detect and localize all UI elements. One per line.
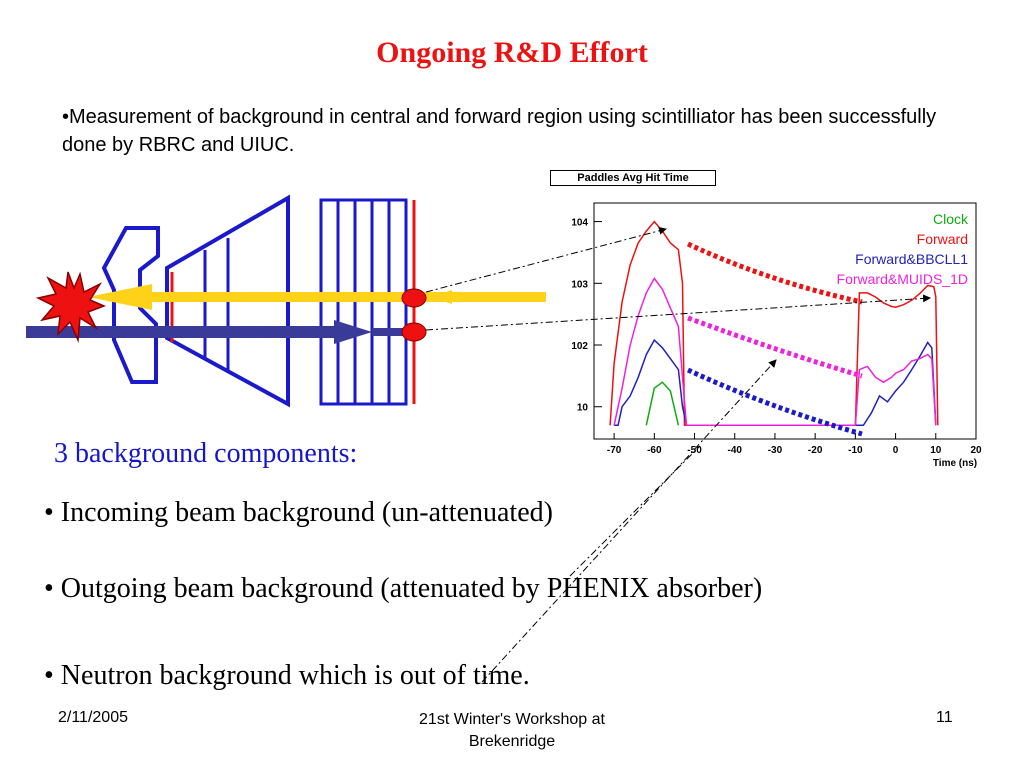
x-tick-label: -10: [848, 445, 863, 456]
plot-title: Paddles Avg Hit Time: [550, 170, 716, 186]
bullet-outgoing: • Outgoing beam background (attenuated by PHENIX absorber): [44, 573, 763, 604]
detector-hit-upper: [402, 289, 426, 307]
incoming-beam-blue-arrowhead: [334, 320, 372, 344]
footer-date: 2/11/2005: [58, 709, 128, 726]
legend-clock: Clock: [932, 211, 968, 227]
x-tick-label: 20: [970, 445, 982, 456]
x-tick-label: -70: [606, 445, 622, 456]
legend-forward: Forward: [916, 231, 968, 247]
footer-event: 21st Winter's Workshop at Brekenridge: [419, 711, 605, 750]
x-tick-label: -60: [647, 445, 662, 456]
pointer-neutron-2: [570, 446, 700, 576]
y-tick-label: 104: [571, 217, 588, 229]
x-tick-label: 0: [892, 445, 899, 456]
slide-title: Ongoing R&D Effort: [376, 36, 648, 69]
detector-hit-lower: [402, 323, 426, 341]
components-heading: 3 background components:: [54, 438, 358, 469]
intro-text: •Measurement of background in central and forward region using scintilliator has been successfully done by RBRC and UIUC.: [62, 106, 937, 156]
y-tick-label: 10: [576, 402, 588, 414]
y-tick-label: 102: [571, 341, 588, 353]
x-tick-label: -30: [767, 445, 783, 456]
x-tick-label: -20: [807, 445, 823, 456]
legend-muids: Forward&MUIDS_1D: [836, 271, 968, 287]
bullet-incoming: • Incoming beam background (un-attenuated): [44, 497, 553, 528]
x-axis-label: Time (ns): [932, 458, 978, 469]
x-tick-label: -50: [687, 445, 702, 456]
time-plot: [571, 203, 982, 469]
legend-bbcll1: Forward&BBCLL1: [855, 251, 968, 267]
bullet-neutron: • Neutron background which is out of time.: [44, 660, 530, 691]
y-tick-label: 103: [571, 279, 588, 291]
outgoing-beam-yellow: [130, 292, 546, 302]
x-tick-label: -40: [727, 445, 742, 456]
footer-page-number: 11: [936, 709, 953, 726]
x-tick-label: 10: [930, 445, 942, 456]
